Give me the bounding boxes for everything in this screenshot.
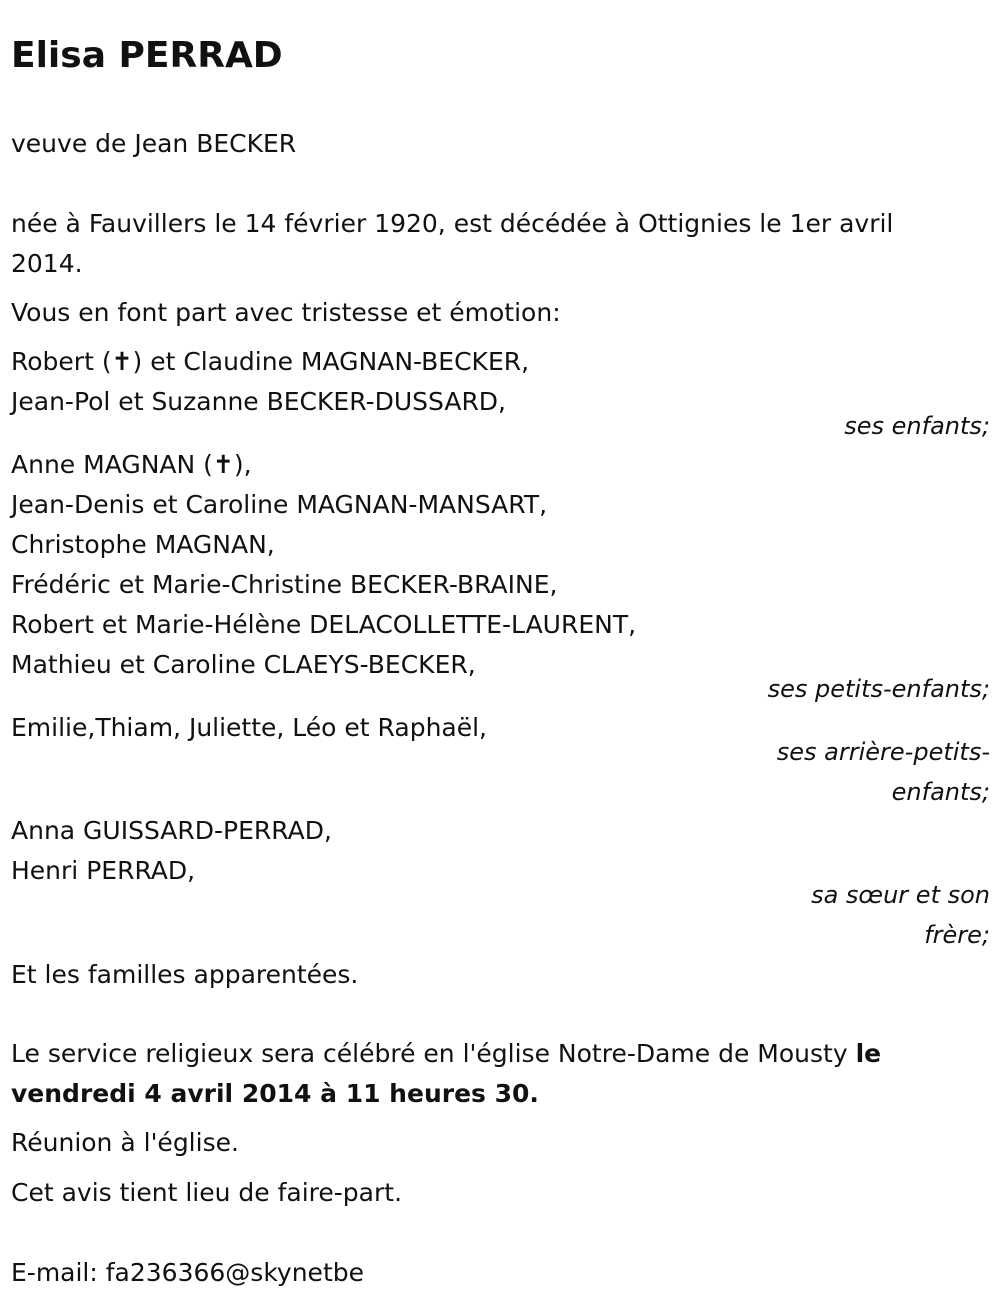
spouse-line: veuve de Jean BECKER bbox=[11, 129, 297, 158]
birth-death-line-1: née à Fauvillers le 14 février 1920, est décédée à Ottignies le 1er avril bbox=[11, 209, 894, 238]
birth-death-line-2: 2014. bbox=[11, 249, 83, 278]
great-grandchildren-label-line-2: enfants; bbox=[891, 778, 990, 806]
child-name: Robert (✝) et Claudine MAGNAN-BECKER, bbox=[11, 347, 530, 376]
grandchildren-label: ses petits-enfants; bbox=[767, 675, 990, 703]
service-text: Le service religieux sera célébré en l'église Notre-Dame de Mousty bbox=[11, 1039, 856, 1068]
meeting-line: Réunion à l'église. bbox=[11, 1128, 239, 1157]
service-date-inline: le bbox=[855, 1039, 882, 1068]
families-line: Et les familles apparentées. bbox=[11, 960, 359, 989]
great-grandchildren-names: Emilie,Thiam, Juliette, Léo et Raphaël, bbox=[11, 713, 488, 742]
grandchild-name: Frédéric et Marie-Christine BECKER-BRAINE, bbox=[11, 570, 558, 599]
siblings-label-line-1: sa sœur et son bbox=[811, 881, 990, 909]
notice-line: Cet avis tient lieu de faire-part. bbox=[11, 1178, 403, 1207]
grandchild-name: Mathieu et Caroline CLAEYS-BECKER, bbox=[11, 650, 476, 679]
children-label: ses enfants; bbox=[844, 412, 990, 440]
email-line: E-mail: fa236366@skynetbe bbox=[11, 1258, 364, 1287]
great-grandchildren-label-line-1: ses arrière-petits- bbox=[776, 738, 990, 766]
child-name: Jean-Pol et Suzanne BECKER-DUSSARD, bbox=[11, 387, 507, 416]
service-line-1 bbox=[11, 1034, 881, 1074]
siblings-label-line-2: frère; bbox=[924, 921, 990, 949]
grandchild-name: Anne MAGNAN (✝), bbox=[11, 450, 252, 479]
deceased-name-title: Elisa PERRAD bbox=[11, 35, 283, 76]
grandchild-name: Christophe MAGNAN, bbox=[11, 530, 275, 559]
sibling-name: Henri PERRAD, bbox=[11, 856, 196, 885]
service-date-line: vendredi 4 avril 2014 à 11 heures 30. bbox=[11, 1079, 539, 1108]
grandchild-name: Robert et Marie-Hélène DELACOLLETTE-LAURENT, bbox=[11, 610, 637, 639]
sibling-name: Anna GUISSARD-PERRAD, bbox=[11, 816, 332, 845]
intro-line: Vous en font part avec tristesse et émotion: bbox=[11, 298, 561, 327]
grandchild-name: Jean-Denis et Caroline MAGNAN-MANSART, bbox=[11, 490, 548, 519]
